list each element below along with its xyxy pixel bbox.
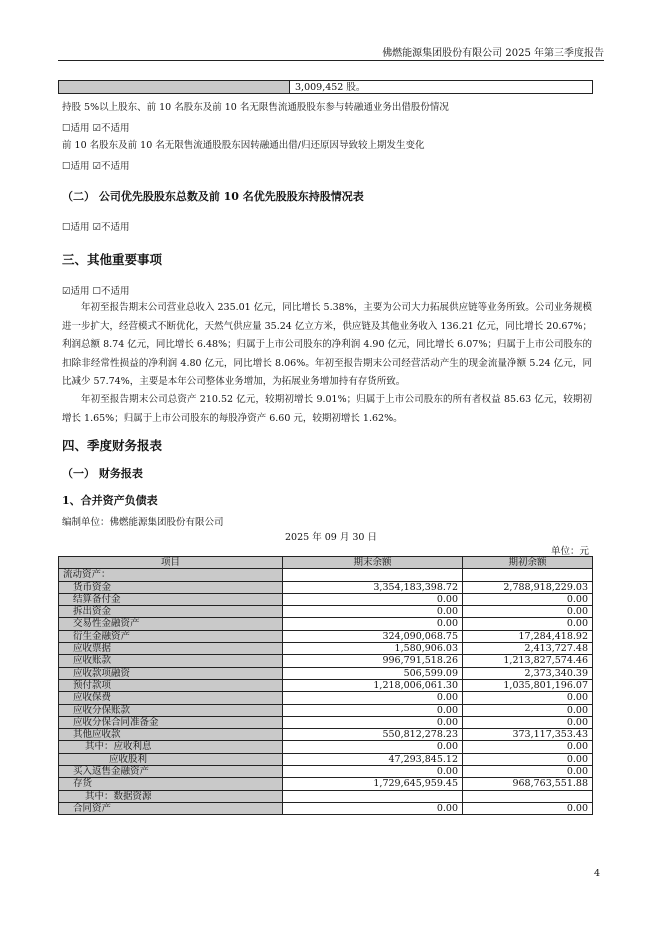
row-end-value: 0.00 <box>283 766 463 778</box>
row-begin-value: 0.00 <box>463 593 593 605</box>
row-begin-value: 1,035,801,196.07 <box>463 679 593 691</box>
row-begin-value: 0.00 <box>463 618 593 630</box>
row-begin-value: 0.00 <box>463 692 593 704</box>
table-row <box>59 643 593 655</box>
row-label: 结算备付金 <box>59 593 283 605</box>
row-begin-value: 0.00 <box>463 741 593 753</box>
table-row <box>59 630 593 642</box>
row-end-value: 996,791,518.26 <box>283 655 463 667</box>
row-begin-value: 2,788,918,229.03 <box>463 581 593 593</box>
table-row <box>59 606 593 618</box>
row-begin-value: 0.00 <box>463 704 593 716</box>
balance-sheet-date: 2025 年 09 月 30 日 <box>285 532 377 543</box>
row-end-value: 0.00 <box>283 618 463 630</box>
operating-summary-paragraph: 年初至报告期末公司营业总收入 235.01 亿元，同比增长 5.38%，主要为公司大力拓展供应链等业务所致。公司业务规模进一步扩大，经营模式不断优化，天然气供应量 35.24 亿立方米，供应链及其他业务收入 136.21 亿元，同比增长 20.67%；利润总额 8.74 亿元，同比增长 6.48%；归属于上市公司股东的净利润 4.90 亿元，同比增长 6.07%；归属于上市公司股东的扣除非经常性损益的净利润 4.80 亿元，同比增长 8.06%。年初至报告期末公司经营活动产生的现金流量净额 5.24 亿元，同比减少 57.74%，主要是本年公司整体业务增加，为拓展业务增加持有存货所致。 <box>62 302 592 387</box>
row-begin-value: 2,373,340.39 <box>463 667 593 679</box>
securities-lending-checkbox: ☐适用 ☑不适用 <box>62 123 130 134</box>
row-begin-value: 0.00 <box>463 716 593 728</box>
row-label: 合同资产 <box>59 802 283 814</box>
securities-lending-heading: 持股 5%以上股东、前 10 名股东及前 10 名无限售流通股股东参与转融通业务出借股份情况 <box>62 102 449 113</box>
other-matters-checkbox: ☑适用 ☐不适用 <box>62 286 130 297</box>
row-label: 拆出资金 <box>59 606 283 618</box>
preferred-shares-title: （二） 公司优先股股东总数及前 10 名优先股股东持股情况表 <box>62 190 364 203</box>
continued-table <box>58 80 593 94</box>
row-end-value: 0.00 <box>283 593 463 605</box>
header-begin-balance: 期初余额 <box>463 557 593 569</box>
table-row <box>59 581 593 593</box>
row-label: 买入返售金融资产 <box>59 766 283 778</box>
table-row <box>59 753 593 765</box>
header-item: 项目 <box>59 557 283 569</box>
table-row <box>59 667 593 679</box>
balance-sheet-title: 1、合并资产负债表 <box>62 494 158 507</box>
row-end-value: 0.00 <box>283 704 463 716</box>
row-label: 流动资产： <box>59 569 283 581</box>
table-row <box>59 593 593 605</box>
header-divider <box>58 60 604 61</box>
table-row <box>59 729 593 741</box>
table-row <box>59 790 593 802</box>
row-label: 预付款项 <box>59 679 283 691</box>
row-label: 应收分保账款 <box>59 704 283 716</box>
page-header-title: 佛燃能源集团股份有限公司 2025 年第三季度报告 <box>382 48 604 59</box>
row-end-value <box>283 790 463 802</box>
table-row <box>59 692 593 704</box>
row-label: 货币资金 <box>59 581 283 593</box>
table-header-row <box>59 557 593 569</box>
table-row <box>59 766 593 778</box>
row-begin-value: 373,117,353.43 <box>463 729 593 741</box>
continued-table-value: 3,009,452 股。 <box>295 82 366 93</box>
row-label: 应收股利 <box>59 753 283 765</box>
assets-summary-paragraph: 年初至报告期末公司总资产 210.52 亿元，较期初增长 9.01%；归属于上市公司股东的所有者权益 85.63 亿元，较期初增长 1.65%；归属于上市公司股东的每股净资产 6.60 元，较期初增长 1.62%。 <box>62 394 592 424</box>
row-label: 其中：数据资源 <box>59 790 283 802</box>
financial-statements-title: 四、季度财务报表 <box>62 438 163 453</box>
row-label: 其中：应收利息 <box>59 741 283 753</box>
row-label: 应收票据 <box>59 643 283 655</box>
row-end-value: 3,354,183,398.72 <box>283 581 463 593</box>
row-label: 应收分保合同准备金 <box>59 716 283 728</box>
row-begin-value: 1,213,827,574.46 <box>463 655 593 667</box>
row-end-value: 1,580,906.03 <box>283 643 463 655</box>
table-row <box>59 778 593 790</box>
row-end-value: 0.00 <box>283 802 463 814</box>
row-end-value: 1,218,006,061.30 <box>283 679 463 691</box>
row-label: 应收款项融资 <box>59 667 283 679</box>
preferred-shares-checkbox: ☐适用 ☑不适用 <box>62 222 130 233</box>
row-end-value: 47,293,845.12 <box>283 753 463 765</box>
table-row <box>59 679 593 691</box>
balance-sheet-table <box>58 556 593 815</box>
other-matters-title: 三、其他重要事项 <box>62 252 163 267</box>
row-end-value: 0.00 <box>283 741 463 753</box>
lending-change-heading: 前 10 名股东及前 10 名无限售流通股股东因转融通出借/归还原因导致较上期发生变化 <box>62 140 425 151</box>
row-begin-value: 0.00 <box>463 766 593 778</box>
table-row <box>59 569 593 581</box>
row-end-value: 1,729,645,959.45 <box>283 778 463 790</box>
row-end-value: 0.00 <box>283 606 463 618</box>
table-row <box>59 741 593 753</box>
row-begin-value <box>463 569 593 581</box>
table-row <box>59 802 593 814</box>
row-begin-value <box>463 790 593 802</box>
row-end-value: 550,812,278.23 <box>283 729 463 741</box>
table-row <box>59 716 593 728</box>
row-label: 应收账款 <box>59 655 283 667</box>
table-row <box>59 655 593 667</box>
row-label: 存货 <box>59 778 283 790</box>
row-begin-value: 17,284,418.92 <box>463 630 593 642</box>
row-end-value: 0.00 <box>283 692 463 704</box>
currency-unit: 单位：元 <box>550 546 589 557</box>
header-end-balance: 期末余额 <box>283 557 463 569</box>
row-begin-value: 0.00 <box>463 606 593 618</box>
row-label: 应收保费 <box>59 692 283 704</box>
row-end-value: 0.00 <box>283 716 463 728</box>
row-begin-value: 0.00 <box>463 753 593 765</box>
financial-statements-subtitle: （一） 财务报表 <box>62 467 143 480</box>
preparer-unit: 编制单位：佛燃能源集团股份有限公司 <box>62 517 224 528</box>
row-end-value: 506,599.09 <box>283 667 463 679</box>
page-number: 4 <box>593 868 600 879</box>
lending-change-checkbox: ☐适用 ☑不适用 <box>62 161 130 172</box>
row-label: 衍生金融资产 <box>59 630 283 642</box>
table-row <box>59 618 593 630</box>
row-begin-value: 0.00 <box>463 802 593 814</box>
row-label: 其他应收款 <box>59 729 283 741</box>
continued-table-label-cell <box>59 81 290 93</box>
row-end-value <box>283 569 463 581</box>
row-label: 交易性金融资产 <box>59 618 283 630</box>
row-begin-value: 2,413,727.48 <box>463 643 593 655</box>
row-begin-value: 968,763,551.88 <box>463 778 593 790</box>
row-end-value: 324,090,068.75 <box>283 630 463 642</box>
table-row <box>59 704 593 716</box>
